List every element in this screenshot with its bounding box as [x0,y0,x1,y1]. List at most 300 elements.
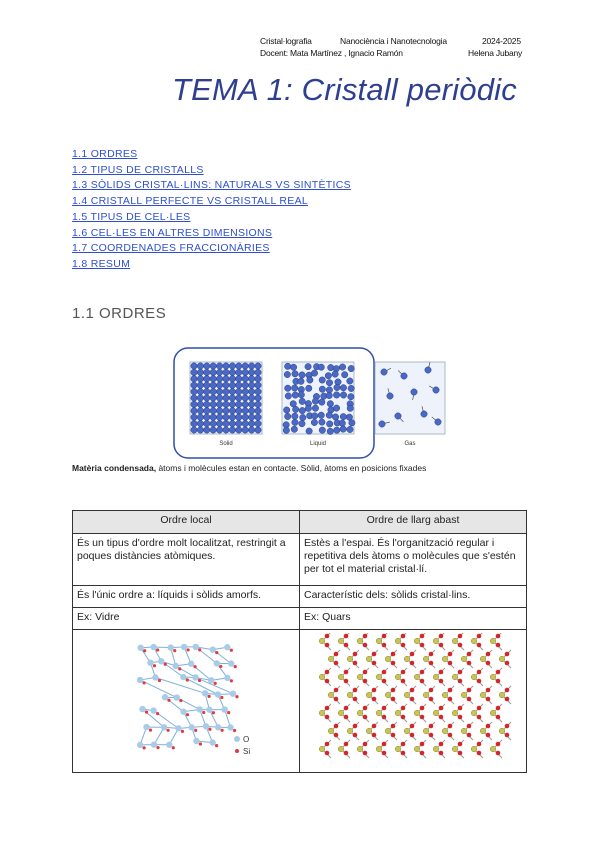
quartz-oxygen [372,688,377,693]
quartz-oxygen [439,670,444,675]
liquid-atom [340,413,346,419]
solid-atom [255,401,261,407]
order-comparison-table [72,510,527,773]
gas-atom [387,393,393,399]
liquid-atom [305,405,311,411]
quartz-oxygen [391,724,396,729]
liquid-atom [339,420,345,426]
quartz-silicon [366,692,372,698]
quartz-oxygen [363,670,368,675]
quartz-oxygen [334,733,339,738]
solid-atom [248,427,254,433]
solid-atom [248,369,254,375]
liquid-atom [340,385,346,391]
silicon-atom [234,665,237,668]
quartz-oxygen [505,652,510,657]
silicon-atom [208,728,211,731]
quartz-silicon [319,674,325,680]
quartz-oxygen [458,634,463,639]
solid-atom [242,395,248,401]
header-subject: Cristal·lografia [260,36,312,46]
solid-atom [197,388,203,394]
quartz-oxygen [334,688,339,693]
quartz-oxygen [410,697,415,702]
quartz-oxygen [391,688,396,693]
toc-link-tipus-celles[interactable]: 1.5 TIPUS DE CEL·LES [72,210,191,223]
silicon-atom [212,711,215,714]
cell-local-definition: És un tipus d'ordre molt localitzat, restringit a poques distàncies atòmiques. [73,534,300,586]
amorphous-silica-image [77,633,295,765]
liquid-atom [300,414,306,420]
solid-atom [229,420,235,426]
header-student: Helena Jubany [468,48,523,58]
quartz-oxygen [325,742,330,747]
quartz-silicon [328,728,334,734]
toc-link-resum[interactable]: 1.8 RESUM [72,257,131,270]
quartz-silicon [471,674,477,680]
quartz-oxygen [325,670,330,675]
solid-label: Solid [219,441,233,447]
quartz-oxygen [505,733,510,738]
silicon-atom [156,648,159,651]
solid-atom [197,401,203,407]
quartz-oxygen [382,706,387,711]
oxygen-atom [224,644,230,650]
oxygen-atom [151,741,157,747]
solid-atom [223,408,229,414]
quartz-oxygen [353,661,358,666]
quartz-oxygen [325,679,330,684]
liquid-atom [298,378,304,384]
quartz-oxygen [420,706,425,711]
liquid-atom [284,413,290,419]
quartz-oxygen [382,742,387,747]
quartz-silicon [338,674,344,680]
liquid-atom [349,420,355,426]
quartz-silicon [452,674,458,680]
quartz-silicon [357,638,363,644]
quartz-oxygen [353,697,358,702]
quartz-silicon [433,710,439,716]
quartz-oxygen [420,643,425,648]
quartz-oxygen [325,706,330,711]
quartz-oxygen [486,697,491,702]
liquid-atom [332,414,338,420]
gas-atom [381,369,387,375]
liquid-atom [334,384,340,390]
quartz-oxygen [439,706,444,711]
oxygen-atom [202,690,208,696]
quartz-oxygen [467,661,472,666]
quartz-silicon [338,746,344,752]
liquid-atom [299,372,305,378]
solid-atom [197,420,203,426]
solid-atom [236,427,242,433]
quartz-oxygen [325,634,330,639]
solid-atom [216,388,222,394]
solid-atom [191,427,197,433]
solid-atom [216,382,222,388]
solid-atom [223,420,229,426]
solid-atom [223,427,229,433]
toc-link-cristall-perfecte[interactable]: 1.4 CRISTALL PERFECTE VS CRISTALL REAL [72,195,309,208]
gas-atom [433,387,439,393]
silicon-atom [219,665,222,668]
silicon-atom [143,649,146,652]
quartz-oxygen [496,751,501,756]
quartz-silicon [423,692,429,698]
states-of-matter-figure [72,344,452,472]
quartz-silicon [357,710,363,716]
quartz-oxygen [391,652,396,657]
quartz-silicon [461,656,467,662]
solid-atom [223,414,229,420]
solid-atom [255,382,261,388]
oxygen-atom [180,674,186,680]
quartz-oxygen [325,643,330,648]
silicon-atom [215,651,218,654]
solid-atom [255,363,261,369]
liquid-atom [328,364,334,370]
quartz-silicon [366,656,372,662]
toc-link-celles-dimensions[interactable]: 1.6 CEL·LES EN ALTRES DIMENSIONS [72,226,273,239]
quartz-oxygen [439,679,444,684]
quartz-oxygen [420,670,425,675]
oxygen-atom [143,724,149,730]
solid-atom [216,420,222,426]
solid-atom [210,388,216,394]
solid-atom [229,382,235,388]
gas-atom [421,411,427,417]
quartz-oxygen [496,715,501,720]
solid-atom [210,427,216,433]
liquid-atom [285,393,291,399]
quartz-oxygen [382,751,387,756]
gas-atom [411,389,417,395]
liquid-atom [327,401,333,407]
silicon-atom [199,742,202,745]
quartz-oxygen [467,688,472,693]
solid-atom [242,388,248,394]
solid-atom [197,369,203,375]
header-degree: Nanociència i Nanotecnologia [340,36,447,46]
quartz-oxygen [477,706,482,711]
liquid-atom [333,392,339,398]
liquid-atom [326,380,332,386]
oxygen-atom [150,707,156,713]
quartz-oxygen [344,670,349,675]
oxygen-atom [168,644,174,650]
quartz-oxygen [477,742,482,747]
quartz-silicon [347,692,353,698]
quartz-oxygen [401,742,406,747]
cell-local-example: Ex: Vidre [73,608,300,630]
solid-atom [248,395,254,401]
quartz-oxygen [363,643,368,648]
silicon-atom [172,746,175,749]
quartz-silicon [490,638,496,644]
quartz-oxygen [410,652,415,657]
silicon-atom [193,665,196,668]
quartz-silicon [404,656,410,662]
solid-atom [197,408,203,414]
silicon-atom [156,712,159,715]
solid-atom [216,414,222,420]
solid-atom [248,408,254,414]
quartz-oxygen [334,661,339,666]
quartz-oxygen [353,688,358,693]
quartz-oxygen [467,724,472,729]
quartz-oxygen [439,715,444,720]
silicon-atom [166,729,169,732]
oxygen-atom [215,691,221,697]
oxygen-atom [192,674,198,680]
quartz-silicon [442,728,448,734]
solid-atom [216,369,222,375]
quartz-oxygen [363,679,368,684]
quartz-oxygen [467,733,472,738]
solid-atom [210,376,216,382]
quartz-oxygen [458,742,463,747]
liquid-atom [285,385,291,391]
quartz-oxygen [505,688,510,693]
quartz-silicon [461,692,467,698]
solid-atom [255,420,261,426]
solid-atom [191,395,197,401]
quartz-oxygen [353,724,358,729]
oxygen-atom [197,706,203,712]
solid-atom [229,363,235,369]
solid-atom [236,401,242,407]
solid-atom [216,376,222,382]
quartz-oxygen [391,733,396,738]
quartz-silicon [442,692,448,698]
quartz-oxygen [448,733,453,738]
solid-atom [242,369,248,375]
page-title: TEMA 1: Cristall periòdic [172,72,517,107]
solid-atom [197,363,203,369]
solid-atom [191,388,197,394]
quartz-silicon [385,728,391,734]
quartz-oxygen [448,724,453,729]
quartz-oxygen [363,715,368,720]
quartz-oxygen [401,634,406,639]
toc-link-ordres[interactable]: 1.1 ORDRES [72,148,138,160]
quartz-silicon [423,656,429,662]
quartz-oxygen [477,670,482,675]
quartz-oxygen [458,643,463,648]
oxygen-atom [227,724,233,730]
quartz-oxygen [429,697,434,702]
quartz-oxygen [458,670,463,675]
quartz-silicon [471,710,477,716]
oxygen-atom [206,707,212,713]
gas-atom [401,373,407,379]
oxygen-atom [137,645,143,651]
liquid-atom [326,412,332,418]
solid-atom [229,427,235,433]
quartz-silicon [414,638,420,644]
quartz-oxygen [505,697,510,702]
liquid-atom [319,386,325,392]
cell-glass-structure [73,630,300,773]
quartz-oxygen [344,679,349,684]
solid-atom [191,420,197,426]
quartz-oxygen [344,706,349,711]
silicon-atom [186,713,189,716]
silicon-atom [153,664,156,667]
liquid-atom [299,420,305,426]
silicon-atom [173,649,176,652]
quartz-oxygen [334,652,339,657]
solid-atom [248,420,254,426]
quartz-oxygen [439,751,444,756]
liquid-atom [318,364,324,370]
silicon-atom [230,649,233,652]
liquid-atom [339,364,345,370]
solid-atom [197,427,203,433]
solid-atom [248,382,254,388]
liquid-atom [326,392,332,398]
toc-link-coordenades[interactable]: 1.7 COORDENADES FRACCIONÀRIES [72,242,270,255]
silicon-atom [186,648,189,651]
quartz-oxygen [363,634,368,639]
header-long-range-order: Ordre de llarg abast [300,511,527,534]
solid-atom [223,382,229,388]
quartz-oxygen [458,715,463,720]
solid-atom [216,408,222,414]
quartz-oxygen [363,706,368,711]
solid-atom [255,408,261,414]
quartz-silicon [480,728,486,734]
cell-local-materials: És l'únic ordre a: líquids i sòlids amorfs. [73,586,300,608]
quartz-oxygen [410,724,415,729]
quartz-oxygen [420,751,425,756]
solid-atom [242,382,248,388]
solid-atom [204,408,210,414]
solid-atom [197,395,203,401]
quartz-oxygen [429,724,434,729]
quartz-silicon [480,656,486,662]
header-year: 2024-2025 [482,36,521,46]
silicon-atom [198,648,201,651]
quartz-silicon [328,692,334,698]
solid-atom [204,395,210,401]
oxygen-atom [209,739,215,745]
solid-atom [229,395,235,401]
solid-atom [216,395,222,401]
legend-silicon-label: Si [243,747,251,756]
quartz-oxygen [496,670,501,675]
liquid-atom [292,413,298,419]
solid-atom [197,376,203,382]
quartz-oxygen [429,688,434,693]
quartz-silicon [357,746,363,752]
solid-atom [197,414,203,420]
quartz-oxygen [429,733,434,738]
solid-atom [242,376,248,382]
quartz-oxygen [410,733,415,738]
quartz-oxygen [458,751,463,756]
solid-atom [223,369,229,375]
liquid-atom [298,392,304,398]
solid-atom [191,408,197,414]
oxygen-atom [175,725,181,731]
quartz-oxygen [420,634,425,639]
quartz-oxygen [496,634,501,639]
oxygen-atom [224,675,230,681]
liquid-atom [347,405,353,411]
liquid-atom [348,385,354,391]
liquid-atom [340,392,346,398]
quartz-oxygen [448,652,453,657]
liquid-atom [292,392,298,398]
quartz-oxygen [486,688,491,693]
solid-atom [248,388,254,394]
oxygen-atom [162,694,168,700]
liquid-atom [284,407,290,413]
quartz-silicon [414,710,420,716]
solid-atom [210,401,216,407]
quartz-oxygen [439,643,444,648]
oxygen-atom [174,694,180,700]
silicon-atom [158,679,161,682]
oxygen-atom [161,724,167,730]
solid-atom [210,395,216,401]
quartz-oxygen [334,724,339,729]
quartz-silicon [471,638,477,644]
liquid-atom [284,363,290,369]
oxygen-atom [228,660,234,666]
solid-atom [236,395,242,401]
quartz-silicon [319,710,325,716]
quartz-silicon [319,638,325,644]
solid-atom [204,420,210,426]
solid-atom [216,401,222,407]
silicon-atom [207,695,210,698]
toc-link-tipus-cristalls[interactable]: 1.2 TIPUS DE CRISTALLS [72,163,204,176]
gas-atom [395,413,401,419]
solid-atom [236,420,242,426]
liquid-atom [290,364,296,370]
oxygen-atom [203,723,209,729]
liquid-atom [283,427,289,433]
quartz-oxygen [429,661,434,666]
liquid-atom [292,406,298,412]
cell-quartz-structure [300,630,527,773]
quartz-silicon [395,746,401,752]
quartz-oxygen [477,643,482,648]
quartz-oxygen [372,733,377,738]
quartz-oxygen [344,751,349,756]
solid-atom [248,414,254,420]
quartz-oxygen [410,661,415,666]
toc-link-solids[interactable]: 1.3 SÒLIDS CRISTAL·LINS: NATURALS VS SINTÈTICS [72,179,351,192]
liquid-atom [347,378,353,384]
quartz-silicon [376,746,382,752]
liquid-atom [319,427,325,433]
oxygen-atom [150,644,156,650]
gas-label: Gas [404,441,416,447]
legend-oxygen-label: O [243,735,250,744]
liquid-atom [311,419,317,425]
oxygen-atom [208,677,214,683]
liquid-atom [334,427,340,433]
silicon-atom [214,682,217,685]
quartz-silicon [499,656,505,662]
oxygen-atom [188,661,194,667]
gas-atom [379,421,385,427]
